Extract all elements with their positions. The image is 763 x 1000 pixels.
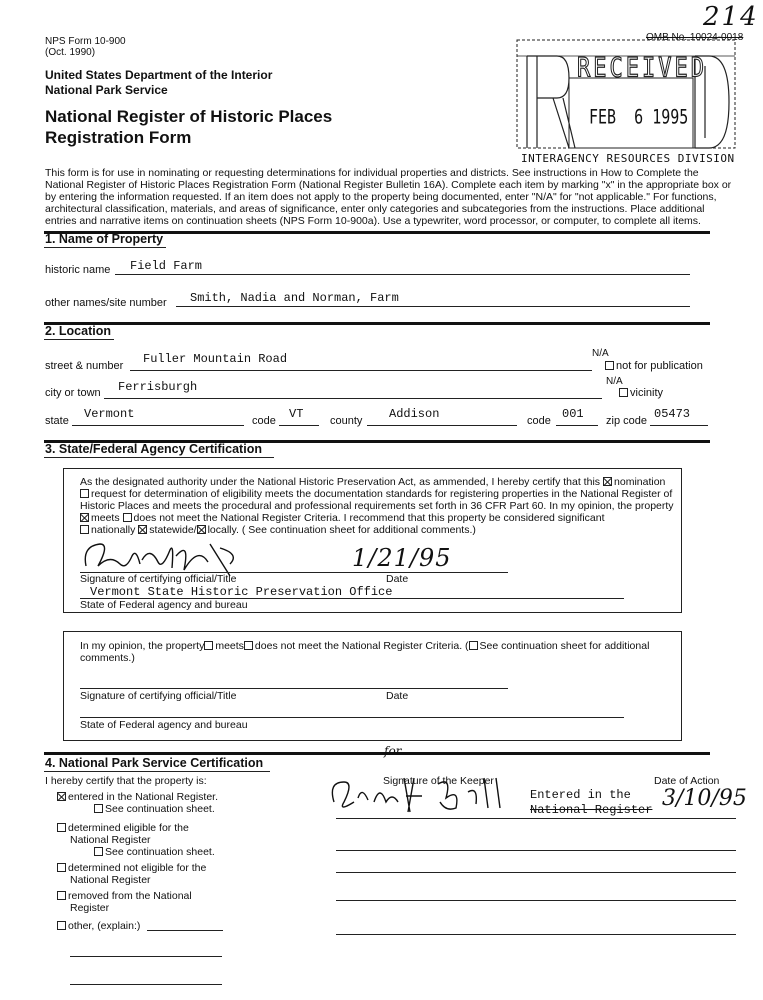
na-publication: N/A xyxy=(592,348,609,359)
opinion-line-1 xyxy=(80,640,649,653)
does-not-meet-checkbox[interactable] xyxy=(123,513,132,522)
state-label: state xyxy=(45,415,69,427)
section4-heading-underline xyxy=(44,771,270,772)
opinion-agency-label: State of Federal agency and bureau xyxy=(80,719,248,731)
county-code-value[interactable]: 001 xyxy=(562,407,584,421)
section4-rule xyxy=(44,752,710,755)
keeper-line-2 xyxy=(336,850,736,851)
section2-rule xyxy=(44,322,710,325)
street-label: street & number xyxy=(45,360,124,372)
code-label: code xyxy=(252,415,276,427)
does-not-meet-label: does not meet the National Register Criteria. I recommend that this property be considered significant xyxy=(133,512,605,524)
keeper-line-4 xyxy=(336,900,736,901)
keeper-for-note: for xyxy=(384,744,402,758)
other-line-2 xyxy=(70,956,222,957)
vicinity-checkbox[interactable] xyxy=(619,388,628,397)
intro-line-2: National Register of Historic Places Registration Form (National Register Bulletin 16A). Complete each item by marking "x" in the appropriate box or xyxy=(45,179,732,191)
form-title-line2: Registration Form xyxy=(45,128,192,147)
locally-checkbox[interactable] xyxy=(197,525,206,534)
not-eligible-checkbox[interactable] xyxy=(57,863,66,872)
removed-option xyxy=(57,890,192,903)
eligible-label-2: National Register xyxy=(70,834,151,846)
intro-line-3: by entering the information requested. If an item does not apply to the property being documented, enter "N/A" for "not applicable." For functions, xyxy=(45,191,717,203)
section2-heading: 2. Location xyxy=(45,324,111,338)
action-date: 3/10/95 xyxy=(662,786,747,811)
removed-label-1: removed from the National xyxy=(68,890,192,902)
signature-label: Signature of certifying official/Title xyxy=(80,573,237,585)
see-continuation-label: ( See continuation sheet for additional comments.) xyxy=(241,524,476,536)
not-for-publication-label: not for publication xyxy=(616,360,703,372)
service-name: National Park Service xyxy=(45,83,168,97)
not-eligible-label-2: National Register xyxy=(70,874,151,886)
entered-see-cont xyxy=(94,803,215,816)
opinion-meets-checkbox[interactable] xyxy=(204,641,213,650)
other-line-3 xyxy=(70,984,222,985)
received-stamp xyxy=(513,36,739,166)
entered-label: entered in the National Register. xyxy=(68,791,219,803)
zip-value[interactable]: 05473 xyxy=(654,407,691,421)
opinion-meets-label: meets xyxy=(215,640,244,652)
opinion-date-label: Date xyxy=(386,690,409,702)
historic-name-value[interactable]: Field Farm xyxy=(130,259,203,273)
intro-line-4: architectural classification, materials, and areas of significance, enter only categories and subcategories from the instructions. Place additional xyxy=(45,203,705,215)
section3-heading-underline xyxy=(44,457,274,458)
state-line xyxy=(72,425,244,426)
opinion-comments: comments.) xyxy=(80,652,135,664)
keeper-line-5 xyxy=(336,934,736,935)
opinion-see-cont-checkbox[interactable] xyxy=(469,641,478,650)
received-date: FEB 6 1995 xyxy=(589,105,689,129)
entered-option xyxy=(57,791,218,804)
section3-heading: 3. State/Federal Agency Certification xyxy=(45,442,262,456)
street-value[interactable]: Fuller Mountain Road xyxy=(143,352,288,366)
nationally-label: nationally xyxy=(91,524,136,536)
vicinity xyxy=(619,387,663,399)
eligible-see-cont-label: See continuation sheet. xyxy=(105,846,215,858)
section1-heading: 1. Name of Property xyxy=(45,232,164,246)
other-option xyxy=(57,920,140,933)
state-value[interactable]: Vermont xyxy=(84,407,135,421)
cert-line-5: nationally statewide/ locally. ( See continuation sheet for additional comments.) xyxy=(80,524,476,537)
not-eligible-label-1: determined not eligible for the xyxy=(68,862,207,874)
other-label: other, (explain:) xyxy=(68,920,141,932)
entered-see-cont-label: See continuation sheet. xyxy=(105,803,215,815)
na-vicinity: N/A xyxy=(606,376,623,387)
not-for-publication-checkbox[interactable] xyxy=(605,361,614,370)
code-value[interactable]: VT xyxy=(289,407,304,421)
received-text: RECEIVED xyxy=(577,53,707,84)
handwritten-page-number: 214 xyxy=(703,2,759,32)
removed-label-2: Register xyxy=(70,902,110,914)
other-names-line xyxy=(176,306,690,307)
meets-label: meets xyxy=(91,512,120,524)
keeper-label: Signature of the Keeper xyxy=(383,775,494,787)
cert-line-3: Historic Places and meets the procedural and professional requirements set forth in 36 CFR Part 60. In my opinion, the property xyxy=(80,500,674,512)
other-names-value[interactable]: Smith, Nadia and Norman, Farm xyxy=(190,291,399,305)
section4-heading: 4. National Park Service Certification xyxy=(45,756,264,770)
locally-label: locally. xyxy=(207,524,239,536)
zip-line xyxy=(650,425,708,426)
city-label: city or town xyxy=(45,387,101,399)
signature-date: 1/21/95 xyxy=(352,544,452,572)
entered-see-cont-checkbox[interactable] xyxy=(94,804,103,813)
nomination-label: nomination xyxy=(614,476,666,488)
eligible-see-cont-checkbox[interactable] xyxy=(94,847,103,856)
form-date: (Oct. 1990) xyxy=(45,47,96,58)
county-value[interactable]: Addison xyxy=(389,407,440,421)
entered-typed-1: Entered in the xyxy=(530,788,631,802)
county-label: county xyxy=(330,415,363,427)
nationally-checkbox[interactable] xyxy=(80,525,89,534)
eligible-checkbox[interactable] xyxy=(57,823,66,832)
cert-line-1-text: As the designated authority under the National Historic Preservation Act, as ammended, I hereby certify that this xyxy=(80,476,601,488)
opinion-does-not-checkbox[interactable] xyxy=(244,641,253,650)
opinion-signature-label: Signature of certifying official/Title xyxy=(80,690,237,702)
opinion-text: In my opinion, the property xyxy=(80,640,205,652)
keeper-line-3 xyxy=(336,872,736,873)
city-value[interactable]: Ferrisburgh xyxy=(118,380,198,394)
section2-heading-underline xyxy=(44,339,114,340)
other-names-label: other names/site number xyxy=(45,297,167,309)
section1-heading-underline xyxy=(44,247,166,248)
not-eligible-option xyxy=(57,862,206,875)
omb-number: OMB No. 10024-0018 xyxy=(646,32,744,43)
nomination-checkbox[interactable] xyxy=(603,477,612,486)
historic-name-label: historic name xyxy=(45,264,111,276)
other-checkbox[interactable] xyxy=(57,921,66,930)
cert-line-2 xyxy=(80,488,672,501)
entered-checkbox[interactable] xyxy=(57,792,66,801)
code-line xyxy=(279,425,319,426)
entered-typed-2: National Register xyxy=(530,803,653,817)
hereby-certify: I hereby certify that the property is: xyxy=(45,775,207,787)
request-checkbox[interactable] xyxy=(80,489,89,498)
form-title-line1: National Register of Historic Places xyxy=(45,107,333,126)
opinion-signature-line xyxy=(80,688,508,689)
statewide-checkbox[interactable] xyxy=(138,525,147,534)
street-line xyxy=(130,370,592,371)
county-code-line xyxy=(556,425,598,426)
agency-value[interactable]: Vermont State Historic Preservation Office xyxy=(90,585,393,599)
intro-line-5: entries and narrative items on continuation sheets (NPS Form 10-900a). Use a typewriter, word processor, or computer, to complete all items. xyxy=(45,215,701,227)
meets-checkbox[interactable] xyxy=(80,513,89,522)
date-label: Date xyxy=(386,573,409,585)
removed-checkbox[interactable] xyxy=(57,891,66,900)
keeper-line-1 xyxy=(336,818,736,819)
county-line xyxy=(367,425,517,426)
opinion-see-cont-label: See continuation sheet for additional xyxy=(479,640,650,652)
eligible-see-cont xyxy=(94,846,215,859)
form-number: NPS Form 10-900 xyxy=(45,36,126,47)
city-line xyxy=(104,398,602,399)
cert-line-2-text: request for determination of eligibility meets the documentation standards for registering properties in the National Register of xyxy=(91,488,673,500)
statewide-label: statewide xyxy=(149,524,194,536)
cert-line-1 xyxy=(80,476,665,489)
date-of-action-label: Date of Action xyxy=(654,775,720,787)
keeper-signature xyxy=(328,772,528,816)
division-text: INTERAGENCY RESOURCES DIVISION xyxy=(521,152,735,165)
eligible-option xyxy=(57,822,189,835)
department-name: United States Department of the Interior xyxy=(45,68,273,82)
not-for-publication xyxy=(605,360,703,372)
other-explain-line xyxy=(147,930,223,931)
eligible-label-1: determined eligible for the xyxy=(68,822,189,834)
historic-name-line xyxy=(115,274,690,275)
opinion-agency-line xyxy=(80,717,624,718)
cert-line-4 xyxy=(80,512,605,525)
vicinity-label: vicinity xyxy=(630,387,664,399)
opinion-does-not-label: does not meet the National Register Criteria. ( xyxy=(254,640,469,652)
zip-label: zip code xyxy=(606,415,647,427)
county-code-label: code xyxy=(527,415,551,427)
intro-line-1: This form is for use in nominating or requesting determinations for individual properties and districts. See instructions in How to Complete the xyxy=(45,167,699,179)
agency-label: State of Federal agency and bureau xyxy=(80,599,248,611)
